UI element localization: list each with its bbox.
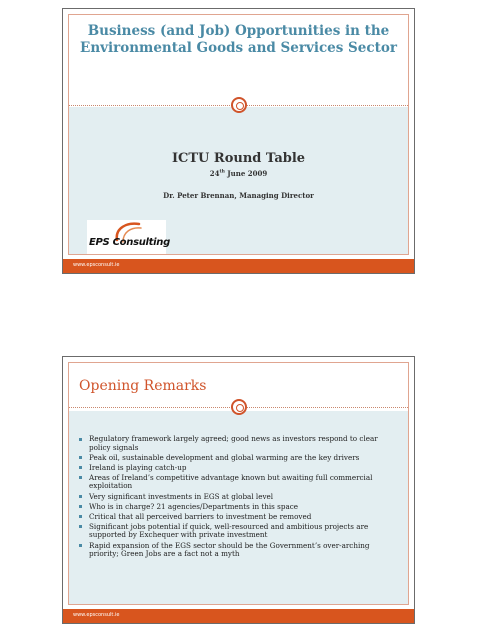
slide-heading: Opening Remarks: [79, 378, 207, 394]
date-rest: June 2009: [224, 169, 268, 178]
circle-ornament-icon: [231, 97, 247, 113]
bullet-item: Ireland is playing catch-up: [79, 464, 400, 473]
footer-url[interactable]: www.epsconsult.ie: [73, 262, 120, 268]
bullet-item: Rapid expansion of the EGS sector should be the Government’s over-arching priority; Green Jobs are a fact not a myth: [79, 542, 400, 559]
bullet-item: Areas of Ireland’s competitive advantage known but awaiting full commercial exploitation: [79, 474, 400, 491]
eps-consulting-logo: [87, 220, 170, 254]
bullet-item: Very significant investments in EGS at global level: [79, 493, 400, 502]
slide-title-text: Business (and Job) Opportunities in the Environmental Goods and Services Sector: [80, 23, 397, 56]
logo-text: EPS Consulting: [89, 237, 170, 248]
slide-footer: [63, 259, 414, 273]
bullet-item: Critical that all perceived barriers to investment be removed: [79, 513, 400, 522]
bullet-item: Regulatory framework largely agreed; good news as investors respond to clear policy signals: [79, 435, 400, 452]
bullet-item: Peak oil, sustainable development and global warming are the key drivers: [79, 454, 400, 463]
presenter-name: Dr. Peter Brennan, Managing Director: [163, 191, 314, 200]
date-day: 24: [209, 169, 220, 178]
bullet-item: Who is in charge? 21 agencies/Departments in this space: [79, 503, 400, 512]
circle-ornament-icon: [231, 399, 247, 415]
footer-url[interactable]: www.epsconsult.ie: [73, 612, 120, 618]
bullet-item: Significant jobs potential if quick, well-resourced and ambitious projects are supported by Exchequer with private investment: [79, 523, 400, 540]
date-suffix: th: [219, 169, 225, 175]
slide-footer: [63, 609, 414, 623]
slide-title: [62, 8, 415, 274]
slide-subtitle: ICTU Round Table: [171, 151, 306, 166]
slide-date: [63, 169, 414, 178]
bullet-list: [79, 435, 400, 560]
slide-opening-remarks: [62, 356, 415, 624]
